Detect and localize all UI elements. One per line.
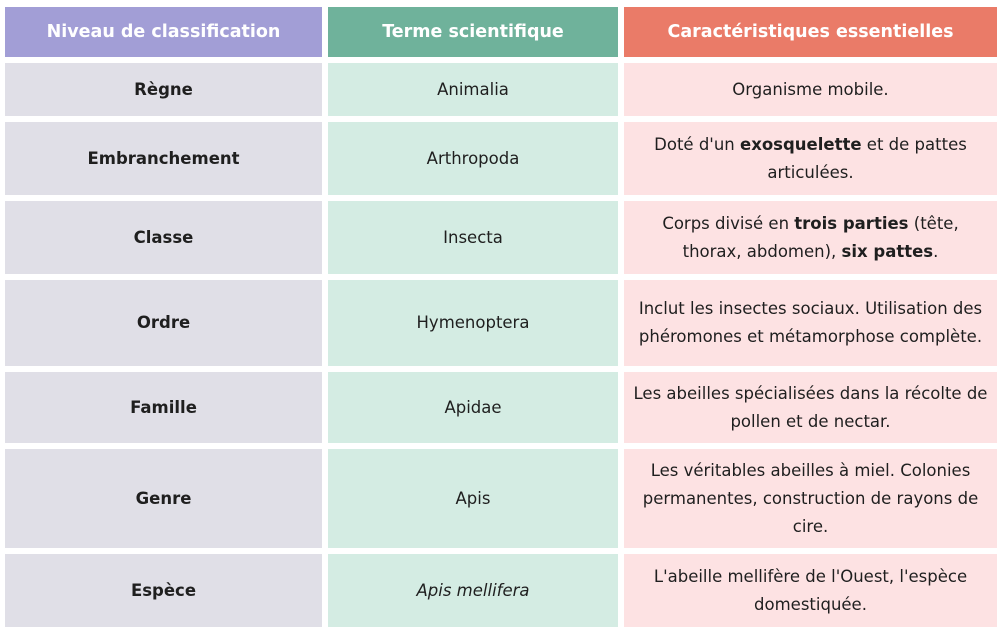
classification-table [5,7,997,627]
row-level: Famille [5,372,322,443]
row-traits [624,372,997,443]
traits-text: Inclut les insectes sociaux. Utilisation des phéromones et métamorphose complète. [638,299,983,346]
traits-emphasis: six pattes [841,241,934,261]
row-traits [624,280,997,366]
traits-emphasis: trois parties [794,213,909,233]
row-term: Insecta [328,201,618,274]
row-level: Règne [5,63,322,116]
row-level: Classe [5,201,322,274]
traits-text: Organisme mobile. [732,79,889,99]
row-term: Animalia [328,63,618,116]
row-traits [624,449,997,548]
row-term: Arthropoda [328,122,618,195]
traits-text: et de pattes articulées. [767,134,967,182]
traits-text: Les véritables abeilles à miel. Colonies permanentes, construction de rayons de cire. [642,460,979,536]
row-term: Hymenoptera [328,280,618,366]
traits-emphasis: exosquelette [740,134,862,154]
traits-text: . [933,241,939,261]
row-traits [624,122,997,195]
row-term: Apis mellifera [328,554,618,627]
row-level: Espèce [5,554,322,627]
traits-text: Doté d'un [654,134,740,154]
row-traits [624,201,997,274]
row-traits [624,63,997,116]
traits-text: Corps divisé en [662,213,795,233]
traits-text: Les abeilles spécialisées dans la récolte de pollen et de nectar. [633,383,988,431]
row-level: Ordre [5,280,322,366]
header-level: Niveau de classification [5,7,322,57]
row-traits [624,554,997,627]
row-level: Genre [5,449,322,548]
traits-text: (tête, thorax, abdomen), [682,213,959,261]
traits-text: L'abeille mellifère de l'Ouest, l'espèce domestiquée. [653,566,968,614]
row-term: Apidae [328,372,618,443]
header-term: Terme scientifique [328,7,618,57]
header-traits: Caractéristiques essentielles [624,7,997,57]
row-term: Apis [328,449,618,548]
row-level: Embranchement [5,122,322,195]
